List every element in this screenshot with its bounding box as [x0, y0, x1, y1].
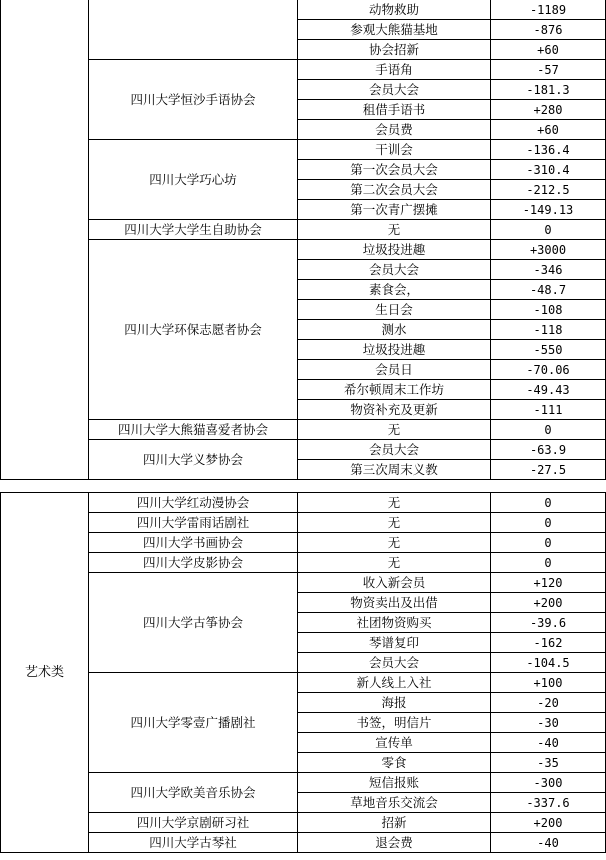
table-row: [1, 420, 606, 440]
table-row: [1, 440, 606, 460]
amount-cell: -57: [491, 60, 606, 80]
amount-cell: -48.7: [491, 280, 606, 300]
club-expense-table-2: [0, 492, 605, 853]
amount-cell: -550: [491, 340, 606, 360]
amount-cell: -20: [491, 693, 606, 713]
amount-cell: -40: [491, 733, 606, 753]
amount-cell: -49.43: [491, 380, 606, 400]
amount-cell: -35: [491, 753, 606, 773]
amount-cell: 0: [491, 493, 606, 513]
activity-cell: 协会招新: [298, 40, 491, 60]
activity-cell: 第三次周末义教: [298, 460, 491, 480]
activity-cell: 会员费: [298, 120, 491, 140]
org-name-cell: 四川大学欧美音乐协会: [89, 773, 298, 813]
amount-cell: +60: [491, 120, 606, 140]
activity-cell: 垃圾投进趣: [298, 240, 491, 260]
table-row: [1, 513, 606, 533]
table-row: [1, 240, 606, 260]
org-name-cell: 四川大学京剧研习社: [89, 813, 298, 833]
amount-cell: -181.3: [491, 80, 606, 100]
activity-cell: 会员日: [298, 360, 491, 380]
table-row: [1, 573, 606, 593]
activity-cell: 无: [298, 533, 491, 553]
activity-cell: 无: [298, 420, 491, 440]
activity-cell: 会员大会: [298, 440, 491, 460]
org-name-cell: 四川大学大学生自助协会: [89, 220, 298, 240]
amount-cell: +280: [491, 100, 606, 120]
amount-cell: +60: [491, 40, 606, 60]
activity-cell: 素食会，: [298, 280, 491, 300]
activity-cell: 会员大会: [298, 260, 491, 280]
activity-cell: 书签，明信片: [298, 713, 491, 733]
activity-cell: 第二次会员大会: [298, 180, 491, 200]
amount-cell: 0: [491, 220, 606, 240]
activity-cell: 无: [298, 493, 491, 513]
org-name-cell: 四川大学雷雨话剧社: [89, 513, 298, 533]
activity-cell: 招新: [298, 813, 491, 833]
table-row: [1, 220, 606, 240]
activity-cell: 租借手语书: [298, 100, 491, 120]
amount-cell: -149.13: [491, 200, 606, 220]
category-cell: 艺术类: [1, 493, 89, 853]
org-name-cell: 四川大学义梦协会: [89, 440, 298, 480]
activity-cell: 第一次会员大会: [298, 160, 491, 180]
table-2-grid: [0, 492, 606, 853]
org-name-cell: 四川大学红动漫协会: [89, 493, 298, 513]
activity-cell: 希尔顿周末工作坊: [298, 380, 491, 400]
activity-cell: 零食: [298, 753, 491, 773]
activity-cell: 无: [298, 513, 491, 533]
activity-cell: 无: [298, 220, 491, 240]
amount-cell: -337.6: [491, 793, 606, 813]
table-row: [1, 140, 606, 160]
amount-cell: +3000: [491, 240, 606, 260]
activity-cell: 会员大会: [298, 653, 491, 673]
activity-cell: 收入新会员: [298, 573, 491, 593]
amount-cell: -104.5: [491, 653, 606, 673]
amount-cell: -39.6: [491, 613, 606, 633]
amount-cell: -162: [491, 633, 606, 653]
activity-cell: 第一次青广摆摊: [298, 200, 491, 220]
activity-cell: 物资卖出及出借: [298, 593, 491, 613]
org-name-cell: 四川大学恒沙手语协会: [89, 60, 298, 140]
org-name-cell: [89, 0, 298, 60]
org-name-cell: 四川大学皮影协会: [89, 553, 298, 573]
activity-cell: 社团物资购买: [298, 613, 491, 633]
activity-cell: 动物救助: [298, 0, 491, 20]
amount-cell: -70.06: [491, 360, 606, 380]
activity-cell: 草地音乐交流会: [298, 793, 491, 813]
activity-cell: 琴谱复印: [298, 633, 491, 653]
org-name-cell: 四川大学古筝协会: [89, 573, 298, 673]
amount-cell: -136.4: [491, 140, 606, 160]
activity-cell: 宣传单: [298, 733, 491, 753]
amount-cell: -118: [491, 320, 606, 340]
amount-cell: -111: [491, 400, 606, 420]
amount-cell: +120: [491, 573, 606, 593]
table-row: [1, 493, 606, 513]
amount-cell: 0: [491, 533, 606, 553]
table-row: [1, 673, 606, 693]
table-row: [1, 773, 606, 793]
activity-cell: 生日会: [298, 300, 491, 320]
table-row: [1, 833, 606, 853]
activity-cell: 测水: [298, 320, 491, 340]
amount-cell: 0: [491, 513, 606, 533]
org-name-cell: 四川大学古琴社: [89, 833, 298, 853]
table-row: [1, 553, 606, 573]
activity-cell: 手语角: [298, 60, 491, 80]
amount-cell: -63.9: [491, 440, 606, 460]
table-row: [1, 533, 606, 553]
amount-cell: +200: [491, 593, 606, 613]
table-row: [1, 60, 606, 80]
activity-cell: 新人线上入社: [298, 673, 491, 693]
amount-cell: -310.4: [491, 160, 606, 180]
activity-cell: 无: [298, 553, 491, 573]
activity-cell: 垃圾投进趣: [298, 340, 491, 360]
category-cell: [1, 0, 89, 480]
activity-cell: 参观大熊猫基地: [298, 20, 491, 40]
activity-cell: 会员大会: [298, 80, 491, 100]
amount-cell: 0: [491, 420, 606, 440]
amount-cell: -346: [491, 260, 606, 280]
amount-cell: -108: [491, 300, 606, 320]
org-name-cell: 四川大学巧心坊: [89, 140, 298, 220]
org-name-cell: 四川大学零壹广播剧社: [89, 673, 298, 773]
amount-cell: -27.5: [491, 460, 606, 480]
table-row: [1, 813, 606, 833]
activity-cell: 短信报账: [298, 773, 491, 793]
amount-cell: -212.5: [491, 180, 606, 200]
amount-cell: +200: [491, 813, 606, 833]
amount-cell: 0: [491, 553, 606, 573]
org-name-cell: 四川大学环保志愿者协会: [89, 240, 298, 420]
activity-cell: 退会费: [298, 833, 491, 853]
table-row: [1, 0, 606, 20]
org-name-cell: 四川大学书画协会: [89, 533, 298, 553]
activity-cell: 干训会: [298, 140, 491, 160]
amount-cell: -876: [491, 20, 606, 40]
activity-cell: 物资补充及更新: [298, 400, 491, 420]
org-name-cell: 四川大学大熊猫喜爱者协会: [89, 420, 298, 440]
amount-cell: -30: [491, 713, 606, 733]
amount-cell: -300: [491, 773, 606, 793]
amount-cell: -40: [491, 833, 606, 853]
amount-cell: +100: [491, 673, 606, 693]
amount-cell: -1189: [491, 0, 606, 20]
activity-cell: 海报: [298, 693, 491, 713]
